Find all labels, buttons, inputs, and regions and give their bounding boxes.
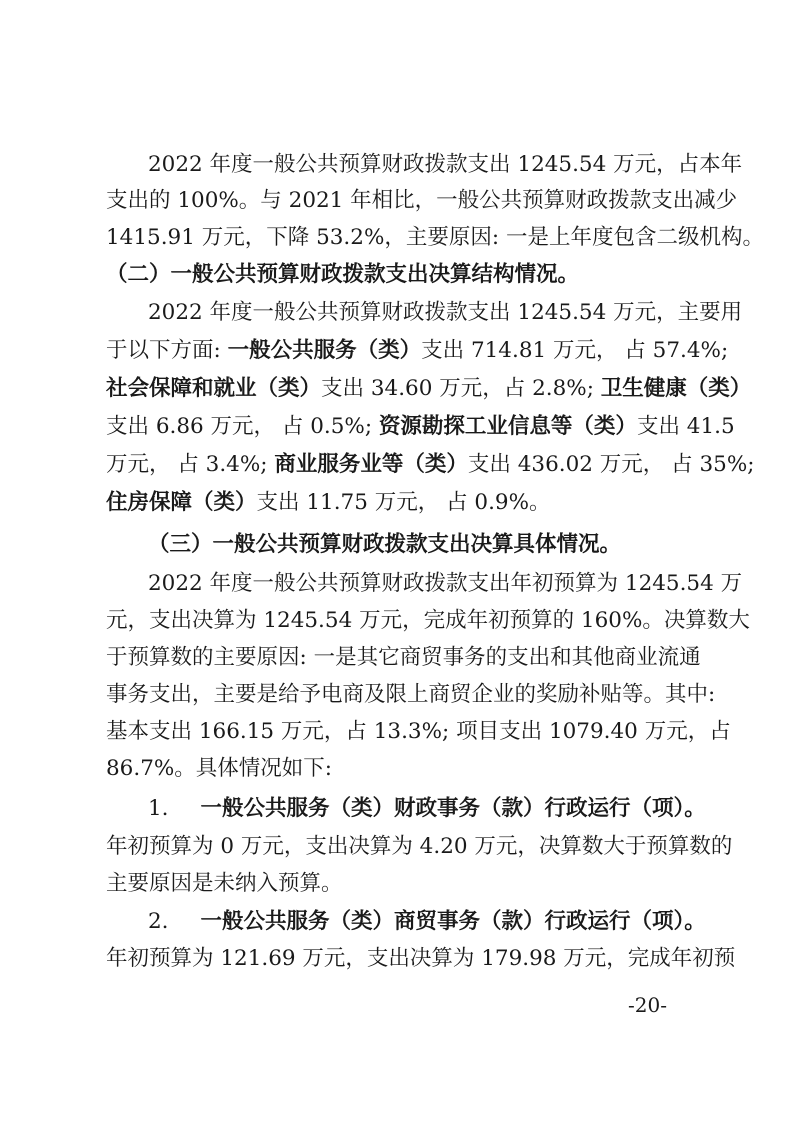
list-number: 2. xyxy=(148,909,169,934)
section-heading: （三）一般公共预算财政拨款支出决算具体情况。 xyxy=(148,532,622,557)
paragraph-text: 年初预算为 0 万元，支出决算为 4.20 万元，决算数大于预算数的 xyxy=(106,834,733,859)
paragraph-text xyxy=(106,485,551,521)
page-number: -20- xyxy=(628,993,667,1017)
category-label: 一般公共服务（类） xyxy=(227,338,422,363)
paragraph-text: 元，支出决算为 1245.54 万元，完成年初预算的 160%。决算数大 xyxy=(106,608,750,633)
text-run: 支出 6.86 万元， 占 0.5%; xyxy=(106,414,379,439)
paragraph-text: 主要原因是未纳入预算。 xyxy=(106,871,343,896)
paragraph-text: 支出的 100%。与 2021 年相比，一般公共预算财政拨款支出减少 xyxy=(106,188,738,213)
category-label: 商业服务业等（类） xyxy=(274,452,468,477)
text-run: 支出 436.02 万元， 占 35%; xyxy=(467,452,755,477)
paragraph-text: 2022 年度一般公共预算财政拨款支出 1245.54 万元，主要用 xyxy=(148,300,743,325)
paragraph-text: 1415.91 万元，下降 53.2%，主要原因: 一是上年度包含二级机构。 xyxy=(106,225,764,250)
text-run: 支出 34.60 万元，占 2.8%; xyxy=(321,376,601,401)
category-label: 社会保障和就业（类） xyxy=(106,376,322,401)
paragraph-text: 2022 年度一般公共预算财政拨款支出年初预算为 1245.54 万 xyxy=(148,571,743,596)
text-run: 支出 11.75 万元， 占 0.9%。 xyxy=(256,490,551,515)
paragraph-text: 基本支出 166.15 万元，占 13.3%; 项目支出 1079.40 万元，占 xyxy=(106,719,731,744)
category-label: 资源勘探工业信息等（类） xyxy=(378,414,637,439)
paragraph-text: 于预算数的主要原因: 一是其它商贸事务的支出和其他商业流通 xyxy=(106,645,701,670)
category-label: 住房保障（类） xyxy=(106,490,257,515)
paragraph-text: 年初预算为 121.69 万元，支出决算为 179.98 万元，完成年初预 xyxy=(106,946,736,971)
section-heading: （二）一般公共预算财政拨款支出决算结构情况。 xyxy=(106,262,580,287)
paragraph-text xyxy=(106,447,755,483)
paragraph-text: 事务支出，主要是给予电商及限上商贸企业的奖励补贴等。其中: xyxy=(106,682,716,707)
text-run: 支出 41.5 xyxy=(636,414,735,439)
list-item-heading xyxy=(148,904,706,940)
text-run: 万元， 占 3.4%; xyxy=(106,452,275,477)
list-number: 1. xyxy=(148,796,169,821)
list-item-title: 一般公共服务（类）财政事务（款）行政运行（项）。 xyxy=(200,796,706,821)
list-item-heading xyxy=(148,791,706,827)
paragraph-text: 86.7%。具体情况如下: xyxy=(106,756,333,781)
paragraph-text xyxy=(106,371,751,407)
category-label: 卫生健康（类） xyxy=(600,376,752,401)
paragraph-text xyxy=(106,409,735,445)
list-item-title: 一般公共服务（类）商贸事务（款）行政运行（项）。 xyxy=(200,909,706,934)
paragraph-text xyxy=(106,333,728,369)
paragraph-text: 2022 年度一般公共预算财政拨款支出 1245.54 万元，占本年 xyxy=(148,152,743,177)
text-run: 于以下方面: xyxy=(106,338,228,363)
text-run: 支出 714.81 万元， 占 57.4%; xyxy=(421,338,729,363)
